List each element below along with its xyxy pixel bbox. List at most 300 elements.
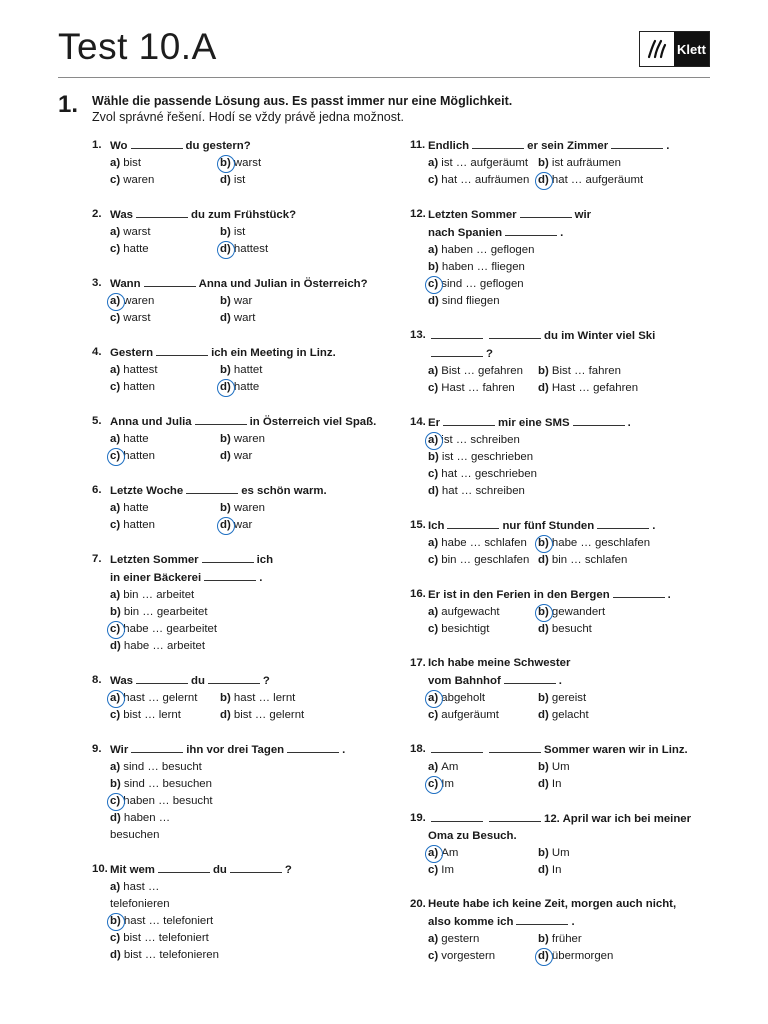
option[interactable]: [538, 931, 582, 948]
option-letter: c): [110, 312, 121, 324]
option[interactable]: [428, 621, 538, 638]
question-line: [92, 275, 402, 293]
option[interactable]: [110, 293, 220, 310]
option-text: haben … fliegen: [438, 261, 525, 273]
question-number: 18.: [410, 743, 426, 755]
question: [410, 414, 710, 500]
option-letter: d): [538, 623, 549, 635]
option-row: [110, 810, 402, 844]
question-fragment: .: [560, 227, 564, 239]
option[interactable]: [538, 948, 613, 965]
option-text: Im: [438, 864, 454, 876]
option-text: waren: [230, 502, 265, 514]
option-letter: a): [110, 881, 121, 893]
option[interactable]: [428, 707, 538, 724]
option-text: bin … geschlafen: [438, 554, 530, 566]
answer-blank: [611, 137, 663, 149]
question-text: [428, 655, 570, 672]
page-title: Test 10.A: [58, 26, 217, 67]
question-line: [410, 224, 710, 242]
option-letter: a): [110, 761, 121, 773]
option-letter: b): [220, 157, 231, 169]
question-number: 8.: [92, 674, 102, 686]
option[interactable]: [538, 172, 643, 189]
question-line: [92, 672, 402, 690]
option-text: Am: [438, 761, 459, 773]
question-text: [110, 413, 376, 431]
option-text: habe … arbeitet: [120, 640, 205, 652]
option-text: haben … besuchen: [110, 812, 171, 841]
option[interactable]: [110, 947, 220, 964]
question-line: [92, 206, 402, 224]
question-line: [410, 414, 710, 432]
option[interactable]: [538, 845, 570, 862]
question-text: [428, 586, 671, 604]
option-row: [428, 276, 710, 293]
option-text: haben … geflogen: [438, 244, 535, 256]
options: [92, 224, 402, 258]
logo-word: Klett: [674, 32, 709, 66]
option-row: [110, 172, 402, 189]
option[interactable]: [110, 241, 220, 258]
question-fragment: Oma zu Besuch.: [428, 830, 517, 842]
option[interactable]: [110, 517, 220, 534]
question-text: [428, 327, 710, 363]
option[interactable]: [220, 362, 262, 379]
answer-blank: [489, 327, 541, 339]
option-letter: c): [428, 864, 439, 876]
option[interactable]: [110, 500, 220, 517]
option[interactable]: [428, 690, 538, 707]
option-text: In: [548, 778, 562, 790]
question-number: 4.: [92, 346, 102, 358]
option-letter: b): [538, 847, 549, 859]
question-number: 19.: [410, 812, 426, 824]
option-row: [110, 793, 402, 810]
options: [92, 155, 402, 189]
question-fragment: .: [558, 675, 562, 687]
option-row: [110, 241, 402, 258]
option-letter: a): [428, 537, 439, 549]
option-letter: b): [538, 692, 549, 704]
question-line: [410, 327, 710, 363]
option-row: [428, 172, 710, 189]
option[interactable]: [538, 380, 638, 397]
option-letter: d): [220, 709, 231, 721]
option-row: [110, 879, 402, 913]
option-letter: b): [538, 606, 549, 618]
answer-blank: [136, 206, 188, 218]
option-text: hatten: [120, 381, 155, 393]
option[interactable]: [220, 690, 295, 707]
question-fragment: .: [667, 589, 671, 601]
option[interactable]: [428, 948, 538, 965]
option[interactable]: [428, 172, 538, 189]
question-fragment: Mit wem: [110, 864, 155, 876]
options: [92, 690, 402, 724]
option[interactable]: [110, 930, 220, 947]
option[interactable]: [110, 587, 220, 604]
option[interactable]: [110, 379, 220, 396]
option-row: [110, 690, 402, 707]
question-line: [410, 586, 710, 604]
option-letter: a): [428, 933, 439, 945]
option-letter: c): [110, 450, 121, 462]
option-text: übermorgen: [548, 950, 614, 962]
option[interactable]: [110, 638, 220, 655]
option-text: bin … schlafen: [548, 554, 628, 566]
option[interactable]: [428, 604, 538, 621]
option-row: [110, 431, 402, 448]
option-letter: c): [110, 932, 121, 944]
option[interactable]: [428, 845, 538, 862]
question: [92, 344, 402, 396]
option-row: [428, 948, 710, 965]
option[interactable]: [110, 310, 220, 327]
question-fragment: .: [259, 572, 263, 584]
option-text: ist: [230, 226, 246, 238]
question-fragment: Wir: [110, 744, 129, 756]
answer-blank: [156, 344, 208, 356]
option[interactable]: [428, 931, 538, 948]
option-row: [428, 449, 710, 466]
option[interactable]: [538, 535, 650, 552]
option-row: [428, 293, 710, 310]
option[interactable]: [428, 466, 538, 483]
answer-blank: [613, 586, 665, 598]
option-row: [110, 310, 402, 327]
header-rule: [58, 77, 710, 78]
option-text: gelacht: [548, 709, 589, 721]
answer-blank: [230, 861, 282, 873]
question-line: [92, 413, 402, 431]
question: [92, 482, 402, 534]
question-fragment: Wo: [110, 140, 128, 152]
task-number: 1.: [58, 91, 79, 118]
option-letter: b): [428, 261, 439, 273]
question-fragment: ich ein Meeting in Linz.: [211, 347, 336, 359]
option[interactable]: [538, 604, 605, 621]
option-letter: b): [538, 761, 549, 773]
option[interactable]: [538, 776, 561, 793]
question-text: [110, 569, 262, 587]
option[interactable]: [428, 483, 538, 500]
option[interactable]: [428, 293, 538, 310]
option-letter: c): [110, 623, 121, 635]
question-number: [410, 828, 428, 845]
option-letter: d): [538, 778, 549, 790]
option-text: warst: [120, 226, 151, 238]
question-fragment: du gestern?: [185, 140, 251, 152]
option-text: hatten: [120, 450, 155, 462]
question-line: [410, 810, 710, 828]
options: [410, 155, 710, 189]
question-fragment: Was: [110, 209, 133, 221]
option[interactable]: [110, 604, 220, 621]
option[interactable]: [110, 431, 220, 448]
option[interactable]: [110, 793, 220, 810]
answer-blank: [144, 275, 196, 287]
question: [410, 206, 710, 310]
option[interactable]: [220, 431, 265, 448]
question-number: 11.: [410, 139, 426, 151]
option[interactable]: [220, 310, 255, 327]
option[interactable]: [220, 448, 252, 465]
option-letter: d): [220, 312, 231, 324]
option-text: habe … schlafen: [438, 537, 527, 549]
question-text: [110, 344, 336, 362]
option[interactable]: [110, 172, 220, 189]
question-text: [110, 482, 327, 500]
option[interactable]: [220, 707, 304, 724]
question-number: 13.: [410, 329, 426, 341]
option[interactable]: [538, 155, 621, 172]
option[interactable]: [428, 862, 538, 879]
options: [92, 500, 402, 534]
answer-blank: [195, 413, 247, 425]
option-text: gestern: [438, 933, 480, 945]
option[interactable]: [428, 759, 538, 776]
answer-blank: [431, 741, 483, 753]
option-row: [110, 500, 402, 517]
question-fragment: .: [627, 417, 631, 429]
question-line: [92, 551, 402, 569]
option[interactable]: [538, 707, 589, 724]
option-row: [110, 155, 402, 172]
options: [92, 587, 402, 655]
options: [92, 362, 402, 396]
question-fragment: du zum Frühstück?: [191, 209, 297, 221]
options: [410, 432, 710, 500]
option-letter: b): [538, 537, 549, 549]
question-number: 17.: [410, 657, 426, 669]
option-text: waren: [230, 433, 265, 445]
question-line: [92, 482, 402, 500]
option[interactable]: [110, 621, 220, 638]
question-fragment: es schön warm.: [241, 485, 327, 497]
option-text: wart: [230, 312, 256, 324]
question-fragment: nur fünf Stunden: [502, 520, 595, 532]
option-row: [428, 552, 710, 569]
question-line: [92, 741, 402, 759]
answer-blank: [208, 672, 260, 684]
question-text: [428, 224, 563, 242]
option[interactable]: [220, 379, 259, 396]
question-fragment: mir eine SMS: [498, 417, 570, 429]
option-text: hat … aufgeräumt: [548, 174, 644, 186]
option-row: [110, 776, 402, 793]
question-number: [410, 224, 428, 242]
question-number: 7.: [92, 553, 102, 565]
answer-blank: [158, 861, 210, 873]
option[interactable]: [428, 380, 538, 397]
option[interactable]: [220, 293, 252, 310]
option-letter: c): [428, 382, 439, 394]
option-text: Hast … fahren: [438, 382, 515, 394]
option[interactable]: [428, 363, 538, 380]
option[interactable]: [110, 224, 220, 241]
option-text: sind … besuchen: [120, 778, 212, 790]
question-number: 16.: [410, 588, 426, 600]
option-row: [428, 466, 710, 483]
question-number: 6.: [92, 484, 102, 496]
option-text: Um: [548, 847, 570, 859]
option-letter: a): [428, 365, 439, 377]
question-text: [110, 672, 270, 690]
option-letter: c): [428, 278, 439, 290]
option-letter: b): [220, 692, 231, 704]
option[interactable]: [428, 552, 538, 569]
answer-blank: [489, 741, 541, 753]
answer-blank: [131, 741, 183, 753]
option-letter: a): [110, 589, 121, 601]
option[interactable]: [538, 621, 592, 638]
option[interactable]: [538, 552, 627, 569]
klett-logo: [639, 31, 710, 67]
question-line: [410, 828, 710, 845]
option-text: hatte: [120, 243, 149, 255]
option[interactable]: [428, 259, 538, 276]
option-letter: a): [110, 226, 121, 238]
option[interactable]: [110, 879, 220, 913]
question: [92, 861, 402, 964]
option-row: [428, 242, 710, 259]
question-fragment: Ich: [428, 520, 445, 532]
question-number: [410, 913, 428, 931]
option[interactable]: [110, 913, 220, 930]
option-letter: b): [110, 915, 121, 927]
question-text: [110, 861, 292, 879]
option[interactable]: [220, 155, 261, 172]
option[interactable]: [220, 172, 245, 189]
option-row: [110, 930, 402, 947]
option-text: vorgestern: [438, 950, 496, 962]
option-text: war: [230, 450, 253, 462]
option-letter: b): [110, 606, 121, 618]
question: [410, 137, 710, 189]
option-text: warst: [230, 157, 262, 169]
option[interactable]: [110, 362, 220, 379]
option-letter: c): [110, 381, 121, 393]
option-letter: d): [538, 709, 549, 721]
option-letter: c): [428, 778, 439, 790]
option[interactable]: [428, 242, 538, 259]
option-text: aufgewacht: [438, 606, 500, 618]
option[interactable]: [110, 759, 220, 776]
option-letter: c): [428, 709, 439, 721]
question-fragment: .: [652, 520, 656, 532]
option[interactable]: [110, 155, 220, 172]
option[interactable]: [220, 241, 268, 258]
option-row: [110, 379, 402, 396]
question-text: [428, 828, 517, 845]
answer-blank: [443, 414, 495, 426]
question-line: [410, 137, 710, 155]
option[interactable]: [538, 363, 621, 380]
option-text: bist … gelernt: [230, 709, 305, 721]
option-text: sind … geflogen: [438, 278, 524, 290]
option-letter: a): [428, 606, 439, 618]
option-letter: b): [220, 226, 231, 238]
question-fragment: Er ist in den Ferien in den Bergen: [428, 589, 610, 601]
option-row: [110, 517, 402, 534]
option-text: besichtigt: [438, 623, 490, 635]
option[interactable]: [110, 690, 220, 707]
option[interactable]: [220, 517, 252, 534]
option[interactable]: [220, 500, 265, 517]
option[interactable]: [110, 707, 220, 724]
option-text: hast … lernt: [230, 692, 296, 704]
option[interactable]: [538, 759, 570, 776]
option-row: [110, 947, 402, 964]
option[interactable]: [538, 690, 586, 707]
option-row: [110, 638, 402, 655]
option-letter: c): [428, 950, 439, 962]
option-row: [110, 293, 402, 310]
option-text: ist aufräumen: [548, 157, 621, 169]
question-line: [92, 569, 402, 587]
option-letter: a): [110, 157, 121, 169]
option-text: bist … lernt: [120, 709, 181, 721]
option[interactable]: [220, 224, 245, 241]
instruction-de: Wähle die passende Lösung aus. Es passt immer nur eine Möglichkeit.: [92, 94, 513, 108]
question-number: 12.: [410, 208, 426, 220]
option-text: hattet: [230, 364, 263, 376]
question-fragment: Anna und Julia: [110, 416, 192, 428]
option-letter: b): [538, 157, 549, 169]
answer-blank: [472, 137, 524, 149]
option[interactable]: [110, 776, 220, 793]
klett-mark-icon: [640, 32, 674, 66]
question: [92, 206, 402, 258]
question-text: [428, 517, 655, 535]
question-fragment: ?: [486, 348, 493, 360]
question-fragment: also komme ich: [428, 916, 514, 928]
option-letter: b): [110, 778, 121, 790]
option[interactable]: [428, 535, 538, 552]
option-row: [428, 259, 710, 276]
option[interactable]: [428, 155, 538, 172]
question-text: [110, 206, 296, 224]
option[interactable]: [538, 862, 561, 879]
question: [92, 137, 402, 189]
options: [92, 293, 402, 327]
question-fragment: vom Bahnhof: [428, 675, 501, 687]
option-row: [428, 483, 710, 500]
option-row: [110, 448, 402, 465]
question: [410, 896, 710, 965]
option-text: haben … besucht: [120, 795, 213, 807]
question-number: 15.: [410, 519, 426, 531]
task-instruction: [92, 93, 512, 125]
option-letter: d): [220, 243, 231, 255]
option[interactable]: [428, 449, 538, 466]
option[interactable]: [428, 432, 538, 449]
option-letter: c): [428, 174, 439, 186]
answer-blank: [504, 672, 556, 684]
question-fragment: du im Winter viel Ski: [544, 330, 656, 342]
option[interactable]: [110, 810, 220, 844]
question-fragment: Letzten Sommer: [428, 209, 517, 221]
option[interactable]: [428, 776, 538, 793]
option-text: abgeholt: [438, 692, 486, 704]
options: [410, 535, 710, 569]
option[interactable]: [428, 276, 538, 293]
question-line: [92, 344, 402, 362]
option[interactable]: [110, 448, 220, 465]
option-text: bist … telefoniert: [120, 932, 209, 944]
option-letter: c): [428, 623, 439, 635]
